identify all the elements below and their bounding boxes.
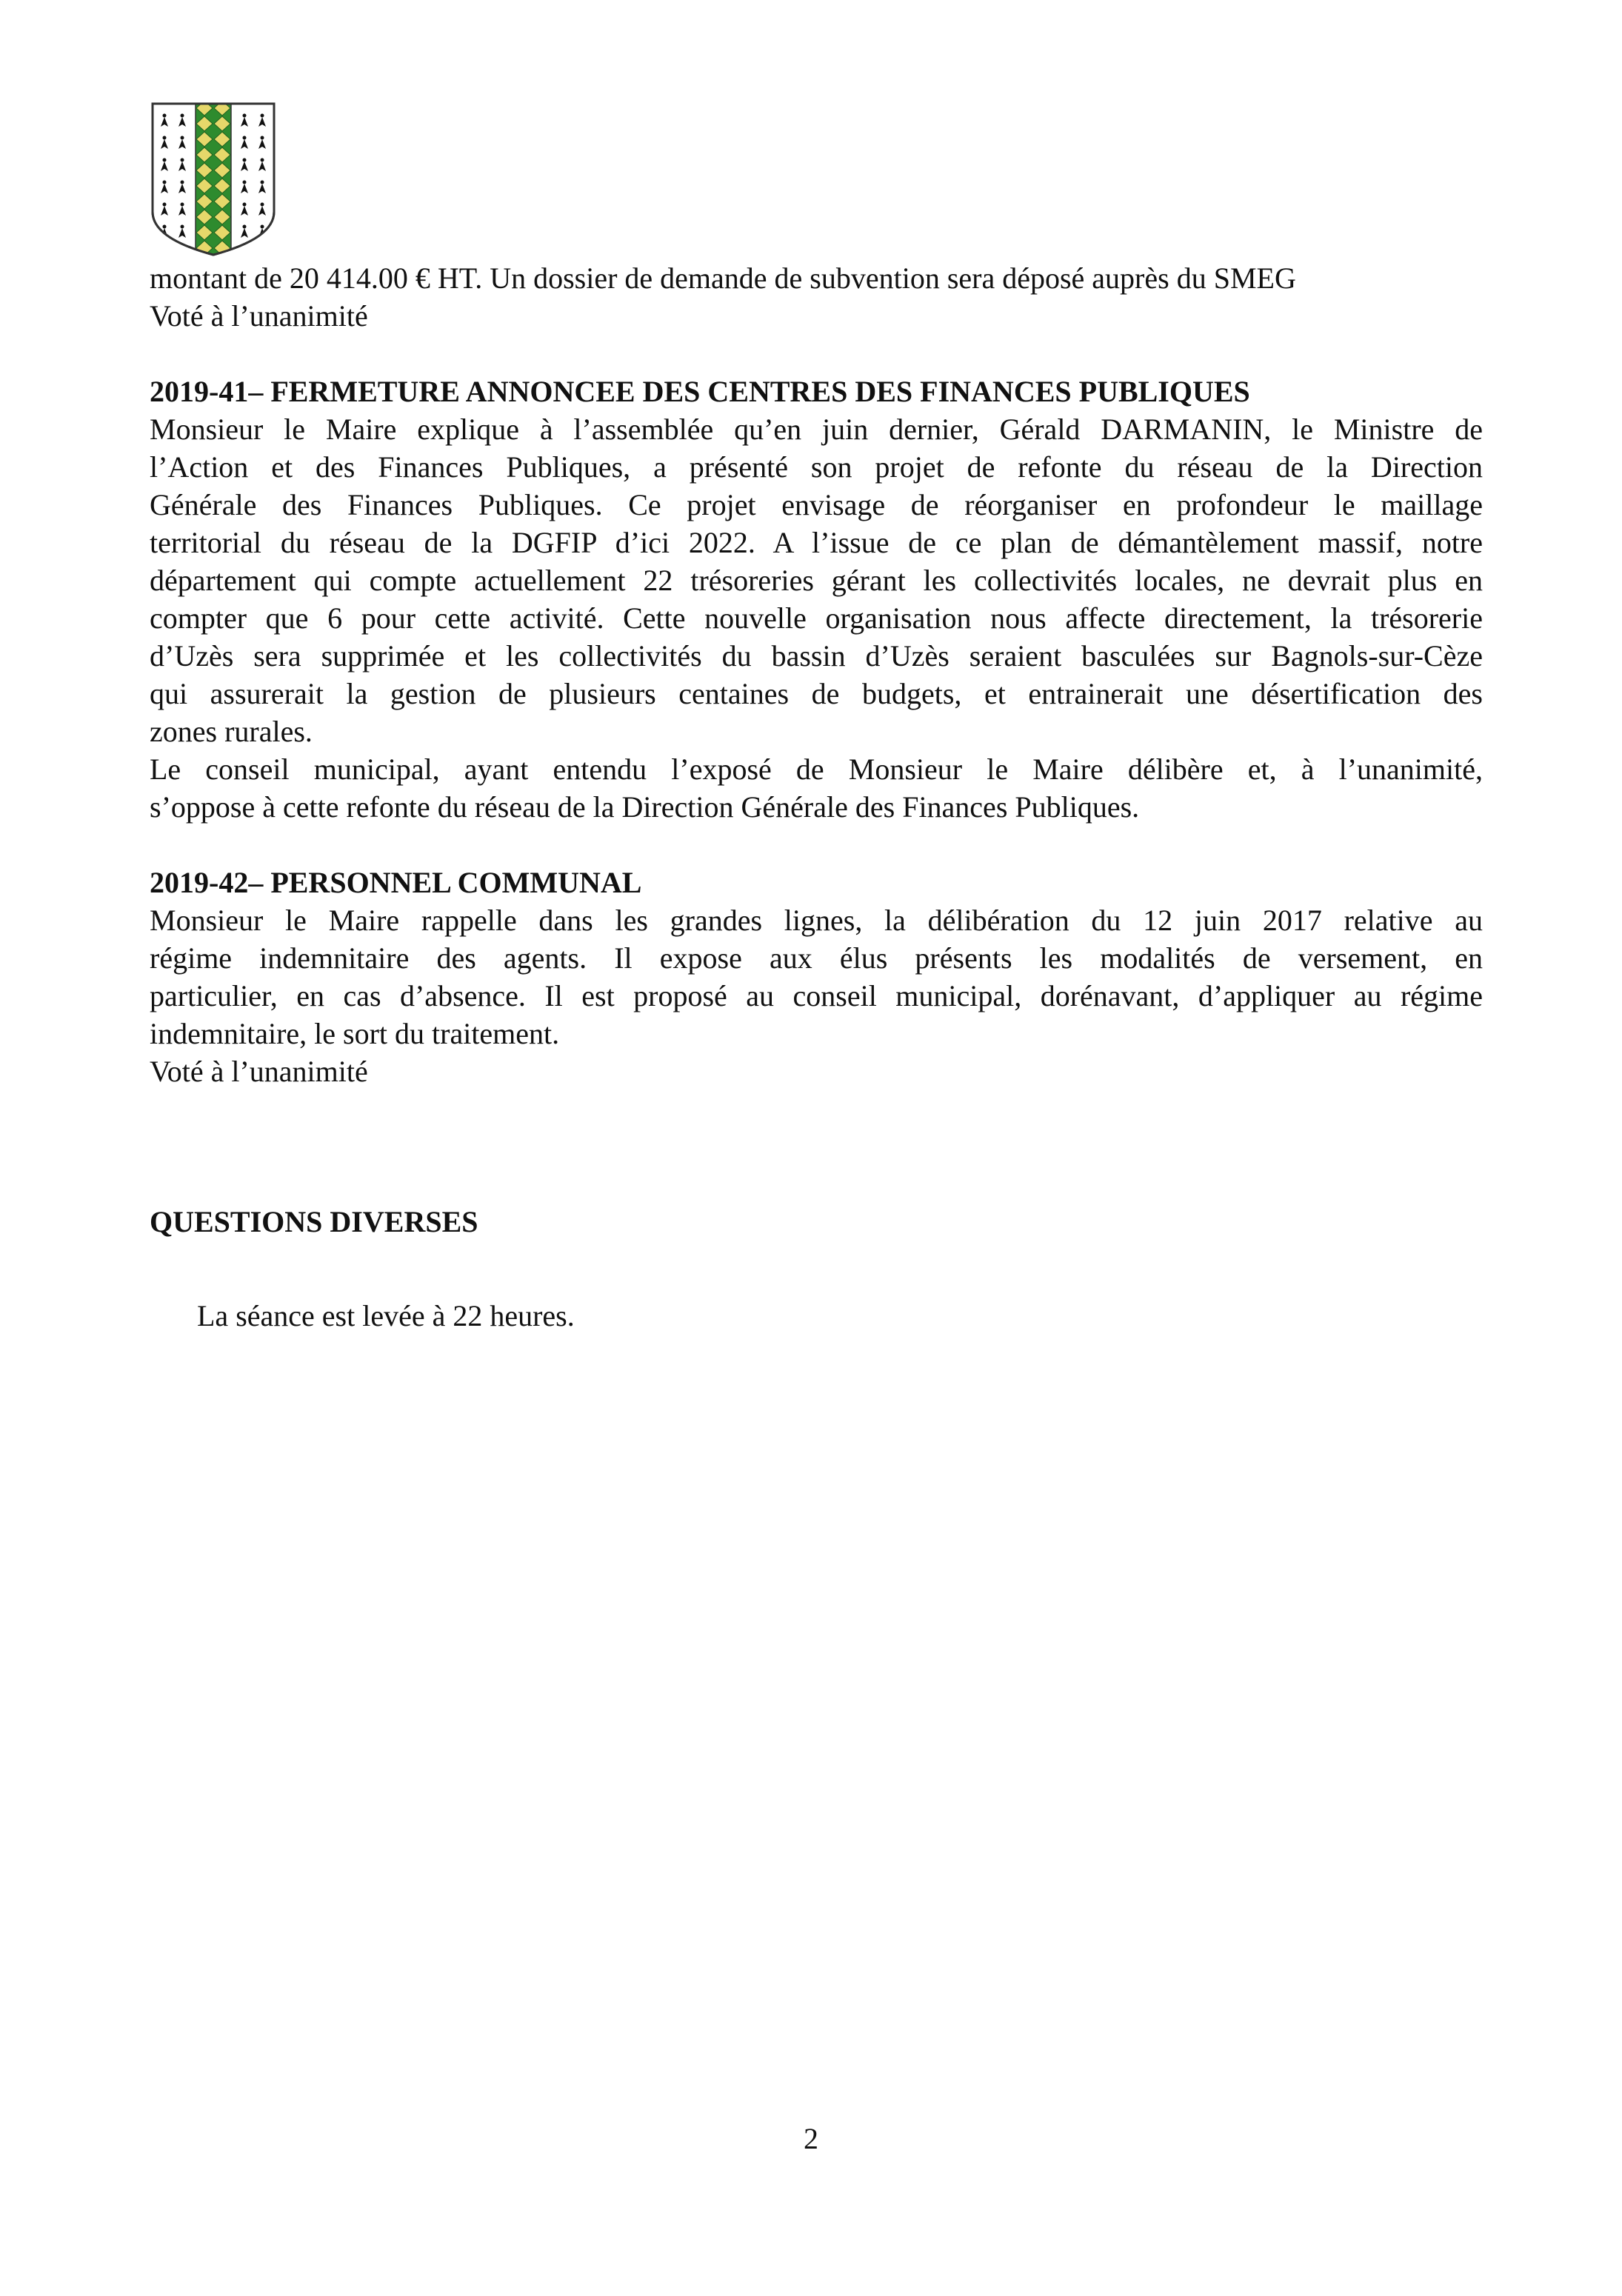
section-41-line: l’Action et des Finances Publiques, a présenté son projet de refonte du réseau de la Direction — [150, 450, 1483, 484]
intro-vote: Voté à l’unanimité — [150, 299, 368, 333]
document-body — [150, 259, 1483, 1335]
section-41-heading: 2019-41– FERMETURE ANNONCEE DES CENTRES DES FINANCES PUBLIQUES — [150, 375, 1250, 408]
coat-of-arms-icon — [148, 101, 278, 259]
section-42-line: indemnitaire, le sort du traitement. — [150, 1017, 560, 1050]
section-42-line: particulier, en cas d’absence. Il est proposé au conseil municipal, dorénavant, d’appliquer au régime — [150, 979, 1483, 1012]
section-41-line: zones rurales. — [150, 715, 313, 748]
section-42-vote: Voté à l’unanimité — [150, 1055, 368, 1088]
section-41-line: Le conseil municipal, ayant entendu l’exposé de Monsieur le Maire délibère et, à l’unanimité, — [150, 752, 1483, 786]
section-41-line: Monsieur le Maire explique à l’assemblée qu’en juin dernier, Gérald DARMANIN, le Ministre de — [150, 413, 1483, 446]
section-41-line: compter que 6 pour cette activité. Cette nouvelle organisation nous affecte directement, la trésorerie — [150, 601, 1483, 635]
closing-statement: La séance est levée à 22 heures. — [197, 1299, 575, 1332]
section-41-line: d’Uzès sera supprimée et les collectivités du bassin d’Uzès seraient basculées sur Bagnols-sur-Cèze — [150, 639, 1483, 673]
section-41-line: qui assurerait la gestion de plusieurs centaines de budgets, et entrainerait une désertification des — [150, 677, 1483, 710]
intro-line-1: montant de 20 414.00 € HT. Un dossier de demande de subvention sera déposé auprès du SMEG — [150, 261, 1296, 295]
section-42-line: Monsieur le Maire rappelle dans les grandes lignes, la délibération du 12 juin 2017 relative au — [150, 904, 1483, 937]
questions-heading: QUESTIONS DIVERSES — [150, 1205, 478, 1238]
section-41-line: Générale des Finances Publiques. Ce projet envisage de réorganiser en profondeur le maillage — [150, 488, 1483, 521]
section-41-line: département qui compte actuellement 22 trésoreries gérant les collectivités locales, ne devrait plus en — [150, 564, 1483, 597]
section-42-line: régime indemnitaire des agents. Il expose aux élus présents les modalités de versement, en — [150, 941, 1483, 975]
section-41-line: territorial du réseau de la DGFIP d’ici 2022. A l’issue de ce plan de démantèlement massif, notre — [150, 526, 1483, 559]
section-42-heading: 2019-42– PERSONNEL COMMUNAL — [150, 866, 642, 899]
page-number: 2 — [804, 2122, 818, 2155]
section-41-line: s’oppose à cette refonte du réseau de la Direction Générale des Finances Publiques. — [150, 790, 1140, 824]
